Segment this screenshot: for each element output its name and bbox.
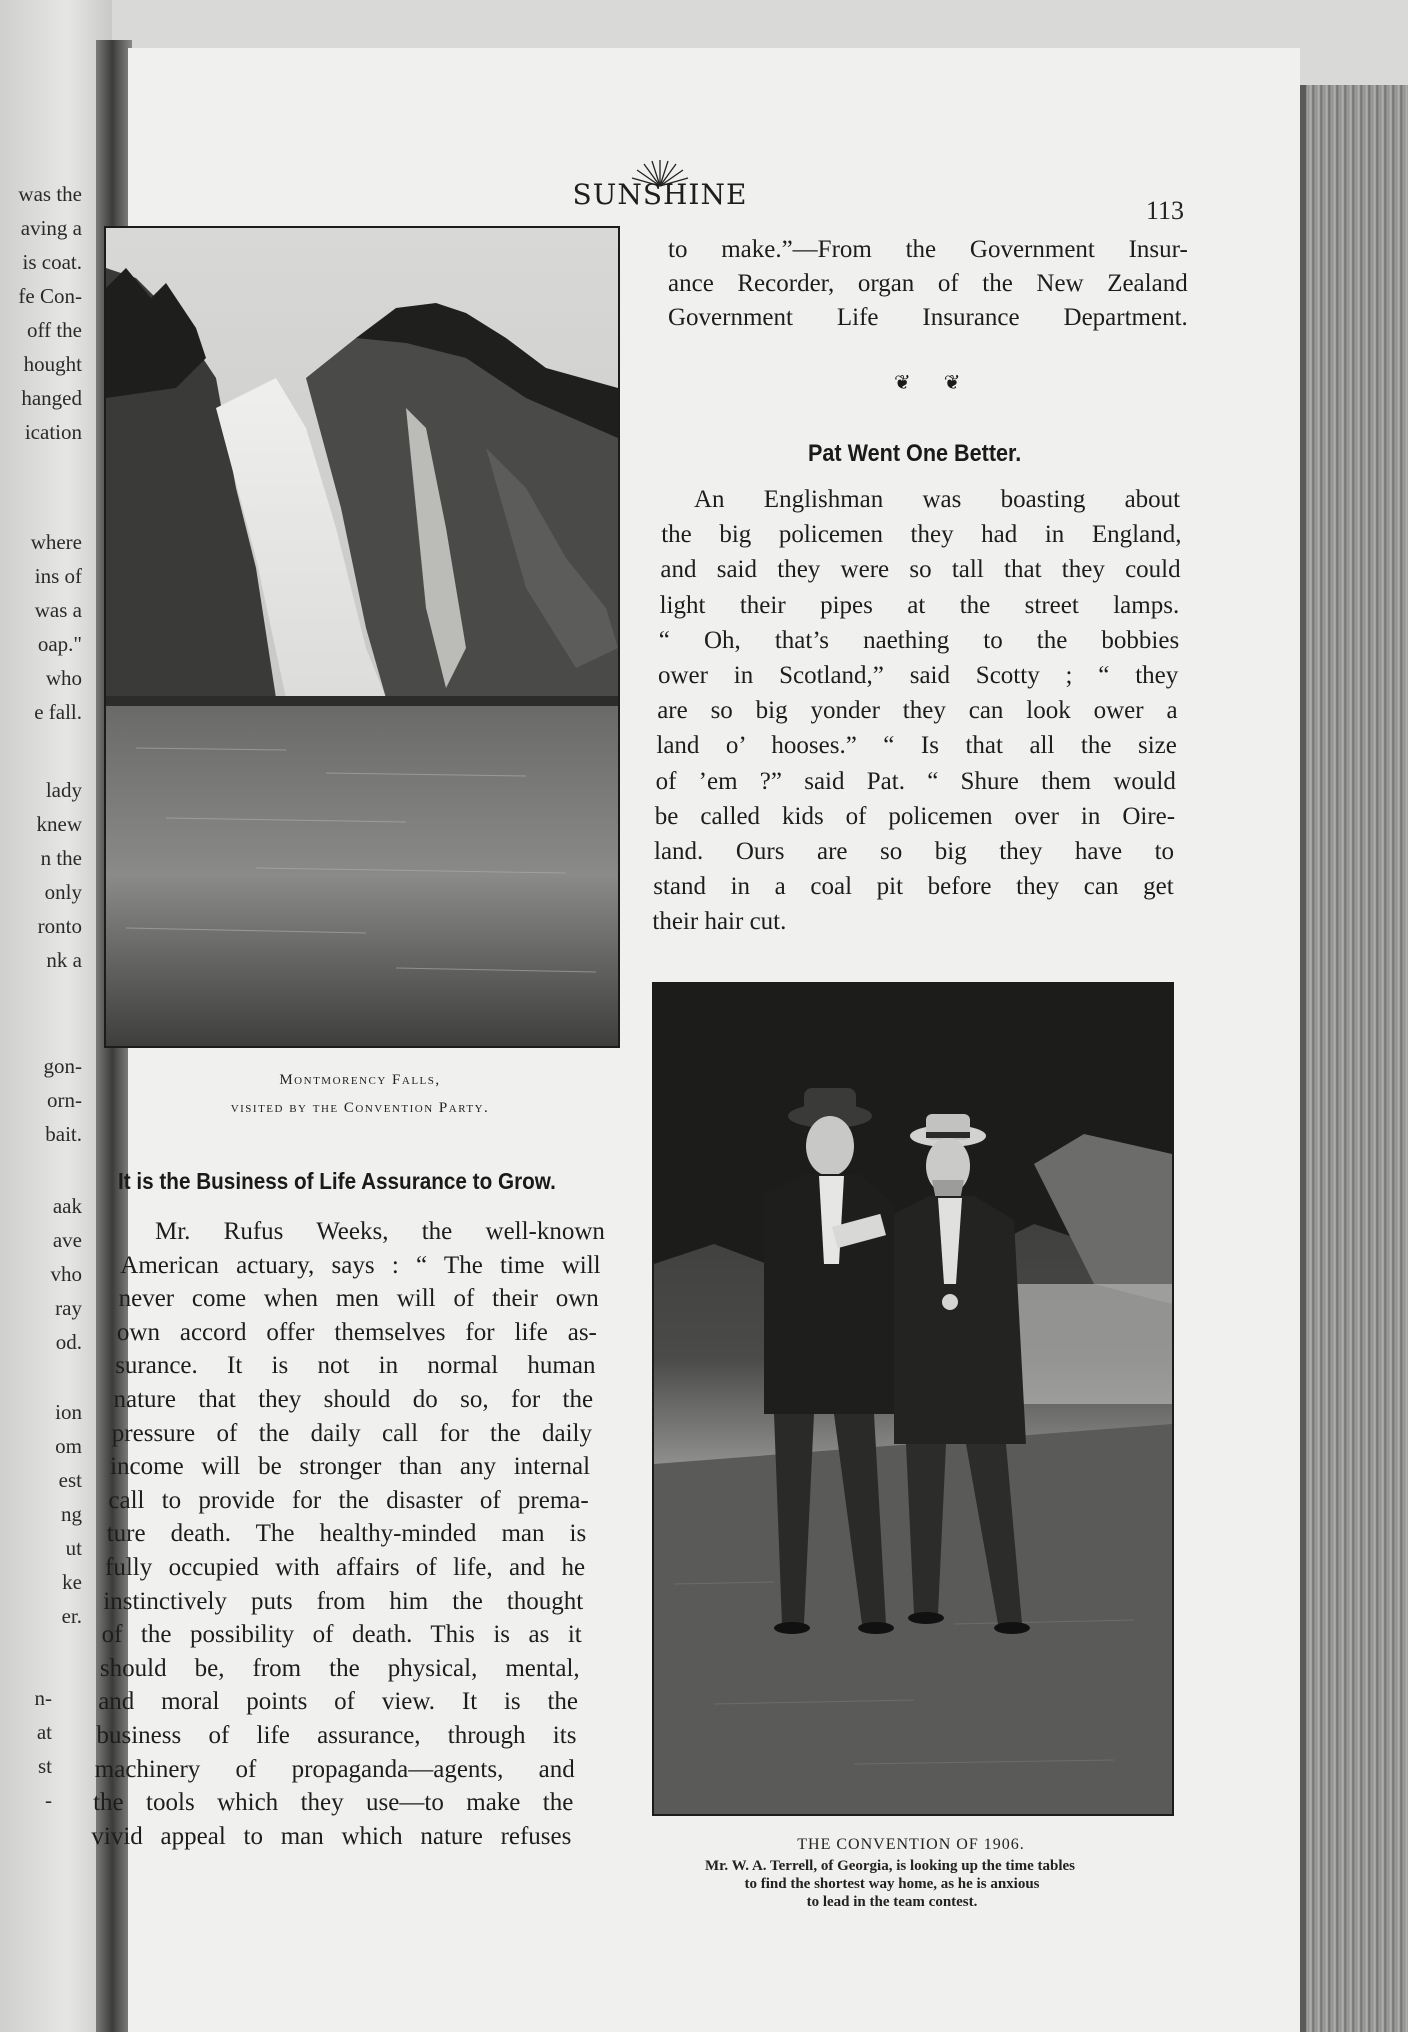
body-text-line: nature that they should do so, for the xyxy=(113,1386,594,1413)
left-page-fragment: gon- xyxy=(43,1054,82,1078)
left-page-fragment: ray xyxy=(55,1296,82,1320)
left-page-fragment: aving a xyxy=(20,216,82,240)
body-text-line: land. Ours are so big they have to xyxy=(654,838,1175,865)
left-page-fragment: od. xyxy=(55,1330,82,1354)
body-text-line: their hair cut. xyxy=(652,908,787,936)
left-page-fragment: fe Con- xyxy=(18,284,82,308)
left-page-fragment: orn- xyxy=(47,1088,82,1112)
body-text-line: the big policemen they had in England, xyxy=(661,521,1182,549)
left-page-fragment: off the xyxy=(26,318,82,342)
photo-convention-1906 xyxy=(652,982,1174,1816)
left-page-fragment: - xyxy=(45,1788,52,1812)
section-ornament: ❦ ❦ xyxy=(894,372,975,394)
body-text-line: should be, from the physical, mental, xyxy=(99,1654,580,1682)
body-text-line: to make.”—From the Government Insur- xyxy=(668,236,1188,263)
photo-montmorency-falls xyxy=(104,226,620,1048)
body-text-line: ance Recorder, organ of the New Zealand xyxy=(668,270,1188,297)
body-text-line: of the possibility of death. This is as it xyxy=(101,1621,582,1649)
convention-caption-line: Mr. W. A. Terrell, of Georgia, is looking up the time tables xyxy=(704,1858,1075,1874)
left-page-fragment: hanged xyxy=(21,386,82,410)
left-page-fragment: st xyxy=(37,1754,52,1778)
body-text-line: ture death. The healthy-minded man is xyxy=(106,1520,587,1548)
left-page-fragment: ut xyxy=(65,1536,82,1560)
article-pat-heading: Pat Went One Better. xyxy=(808,440,1022,467)
body-text-line: pressure of the daily call for the daily xyxy=(111,1419,592,1447)
left-page-fragment: er. xyxy=(61,1604,82,1628)
falls-caption-line1: Montmorency Falls, xyxy=(279,1072,441,1088)
page-number: 113 xyxy=(1146,196,1185,225)
left-page-fragment: who xyxy=(45,666,82,690)
body-text-line: “ Oh, that’s naething to the bobbies xyxy=(658,626,1180,654)
left-page-fragment: bait. xyxy=(45,1122,82,1146)
article-growth-heading: It is the Business of Life Assurance to Grow. xyxy=(118,1168,556,1194)
body-text-line: the tools which they use—to make the xyxy=(93,1789,574,1817)
body-text-line: vivid appeal to man which nature refuses xyxy=(91,1822,572,1850)
left-page-fragment: ronto xyxy=(37,914,82,938)
body-text-line: business of life assurance, through its xyxy=(96,1722,577,1749)
left-page-fragment: knew xyxy=(36,812,82,836)
left-page-fragment: vho xyxy=(50,1262,82,1286)
left-page-fragment: n the xyxy=(40,846,82,870)
body-text-line: machinery of propaganda—agents, and xyxy=(94,1755,575,1783)
left-page-fragment: e fall. xyxy=(34,700,82,724)
left-page-fragment: ication xyxy=(24,420,82,444)
body-text-line: call to provide for the disaster of prema- xyxy=(108,1486,589,1514)
book-page-edges xyxy=(1300,85,1408,2032)
left-page-fragment: at xyxy=(36,1720,52,1744)
convention-caption-line: to find the shortest way home, as he is anxious xyxy=(744,1876,1040,1892)
left-page-fragment: est xyxy=(58,1468,82,1492)
masthead-title: SUNSHINE xyxy=(572,178,748,211)
left-page-fragment: ng xyxy=(61,1502,82,1526)
body-text-line: instinctively puts from him the thought xyxy=(103,1587,584,1615)
left-page-fragment: hought xyxy=(23,352,82,376)
body-text-line: of ’em ?” said Pat. “ Shure them would xyxy=(655,767,1176,795)
left-page-fragment: om xyxy=(55,1434,82,1458)
masthead xyxy=(570,158,750,214)
left-page-fragment: where xyxy=(30,530,82,554)
left-page-fragment: n- xyxy=(34,1686,52,1710)
body-text-line: own accord offer themselves for life as- xyxy=(116,1318,597,1346)
body-text-line: and said they were so tall that they could xyxy=(660,556,1181,584)
body-text-line: ower in Scotland,” said Scotty ; “ they xyxy=(658,662,1179,689)
left-page-fragment: oap." xyxy=(37,632,82,656)
convention-caption-title: THE CONVENTION OF 1906. xyxy=(797,1836,1025,1853)
body-text-line: and moral points of view. It is the xyxy=(98,1688,579,1716)
body-text-line: Mr. Rufus Weeks, the well-known xyxy=(155,1218,605,1245)
body-text-line: fully occupied with affairs of life, and he xyxy=(105,1554,586,1581)
left-page-fragment: was the xyxy=(18,182,82,206)
left-page-fragment: aak xyxy=(52,1194,82,1218)
left-page-fragment: was a xyxy=(34,598,82,622)
body-text-line: An Englishman was boasting about xyxy=(694,486,1181,513)
body-text-line: American actuary, says : “ The time will xyxy=(120,1251,601,1279)
body-text-line: Government Life Insurance Department. xyxy=(668,304,1188,331)
left-page-fragment: is coat. xyxy=(22,250,82,274)
left-page-fragment: ion xyxy=(55,1400,82,1424)
left-page-fragment: ave xyxy=(52,1228,82,1252)
left-page-fragment: only xyxy=(44,880,82,904)
convention-caption-line: to lead in the team contest. xyxy=(806,1894,978,1910)
left-page-fragment: ke xyxy=(62,1570,82,1594)
body-text-line: land o’ hooses.” “ Is that all the size xyxy=(656,732,1177,760)
body-text-line: light their pipes at the street lamps. xyxy=(659,591,1180,619)
body-text-line: never come when men will of their own xyxy=(118,1285,599,1313)
left-page-fragment: lady xyxy=(45,778,82,802)
falls-caption-line2: visited by the Convention Party. xyxy=(230,1100,490,1116)
left-page-fragment: ins of xyxy=(34,564,82,588)
body-text-line: stand in a coal pit before they can get xyxy=(653,873,1174,901)
body-text-line: surance. It is not in normal human xyxy=(115,1352,596,1380)
body-text-line: income will be stronger than any internal xyxy=(110,1453,591,1481)
body-text-line: be called kids of policemen over in Oire- xyxy=(654,802,1176,830)
left-page-fragment: nk a xyxy=(46,948,82,972)
body-text-line: are so big yonder they can look ower a xyxy=(657,697,1178,725)
